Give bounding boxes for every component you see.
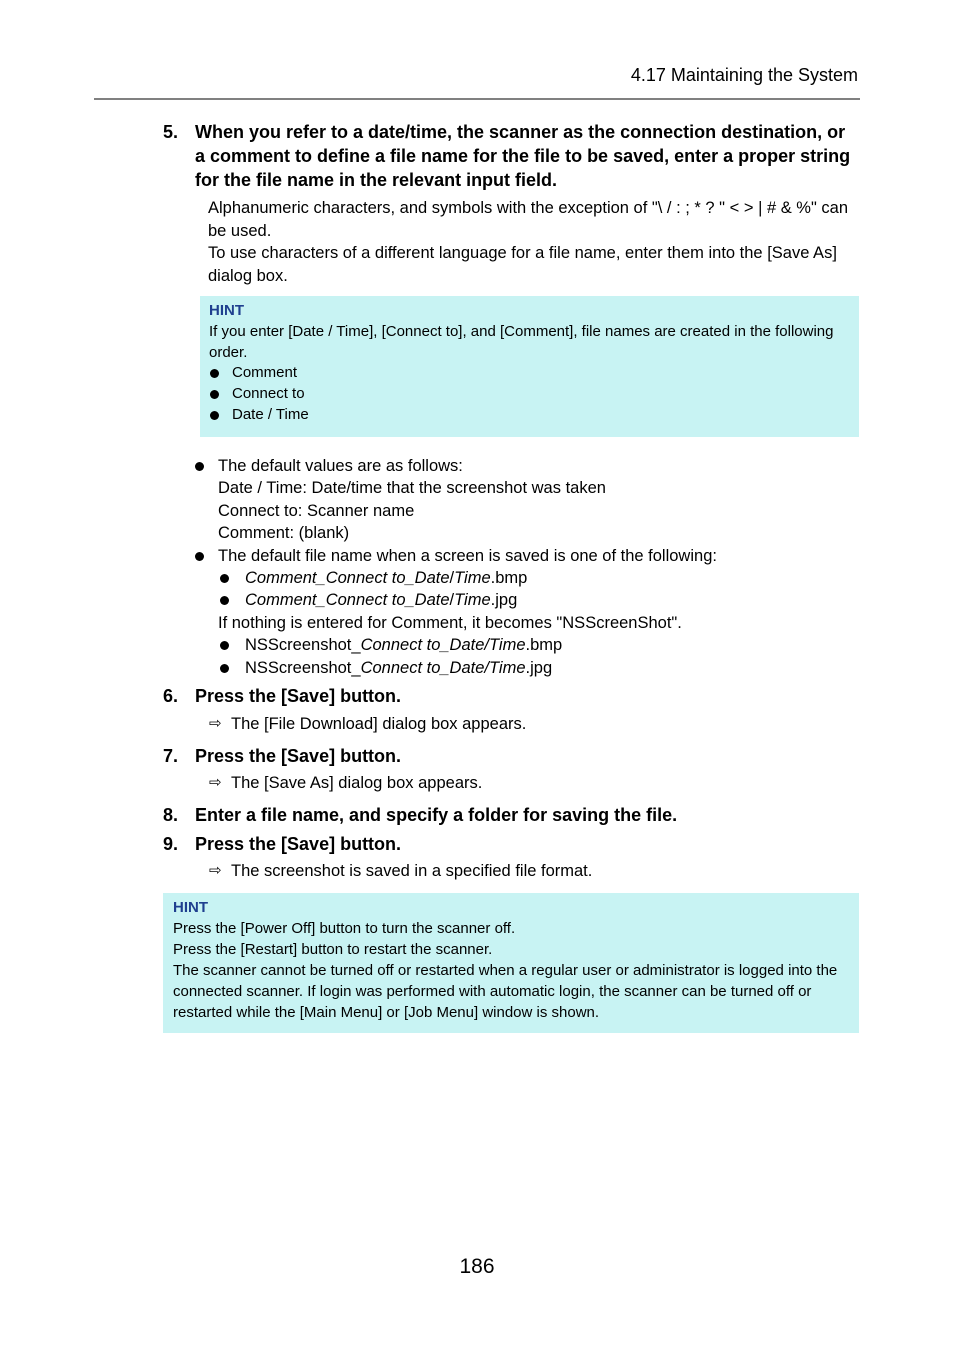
step-number: 5. — [163, 122, 179, 142]
step-text: Press the [Save] button. — [195, 746, 402, 766]
result-arrow-icon: ⇨ — [209, 774, 222, 791]
hint-line-restart: Press the [Restart] button to restart the scanner. — [173, 941, 493, 958]
filename-example-3: NSScreenshot_Connect to_Date/Time.bmp — [245, 636, 563, 654]
hint-list-item: Comment — [232, 364, 298, 381]
bullet-icon — [210, 390, 219, 399]
step-text: Press the [Save] button. — [195, 686, 402, 706]
bullet-icon — [195, 552, 204, 561]
step-text: When you refer to a date/time, the scanner as the connection destination, or a comment to define a file name for the file to be saved, enter a proper string for the file name in the relevant input field. — [195, 122, 851, 190]
step-7-result: The [Save As] dialog box appears. — [231, 774, 483, 792]
bullet-icon — [220, 596, 229, 605]
bullet-icon — [220, 641, 229, 650]
step-number: 8. — [163, 805, 179, 825]
step-number: 9. — [163, 834, 179, 854]
bullet-icon — [210, 411, 219, 420]
filename-intro: The default file name when a screen is saved is one of the following: — [218, 547, 717, 565]
hint-list-item: Date / Time — [232, 406, 309, 423]
bullet-icon — [210, 369, 219, 378]
step-number: 6. — [163, 686, 179, 706]
header-divider — [94, 98, 860, 100]
result-arrow-icon: ⇨ — [209, 862, 222, 879]
step-text: Enter a file name, and specify a folder for saving the file. — [195, 805, 678, 825]
hint-line-note: The scanner cannot be turned off or restarted when a regular user or administrator is logged into the connected scanner. If login was performed with automatic login, the scanner can be turned off or restarted while the [Main Menu] or [Job Menu] window is shown. — [173, 962, 838, 1021]
hint-line-power-off: Press the [Power Off] button to turn the scanner off. — [173, 920, 516, 937]
filename-example-2: Comment_Connect to_Date/Time.jpg — [245, 591, 518, 609]
result-arrow-icon: ⇨ — [209, 715, 222, 732]
defaults-intro: The default values are as follows: — [218, 457, 463, 475]
step-number: 7. — [163, 746, 179, 766]
bullet-icon — [195, 462, 204, 471]
nothing-entered-note: If nothing is entered for Comment, it becomes "NSScreenShot". — [218, 614, 682, 632]
default-date-time: Date / Time: Date/time that the screenshot was taken — [218, 479, 606, 497]
step-text: Press the [Save] button. — [195, 834, 402, 854]
default-connect-to: Connect to: Scanner name — [218, 502, 415, 520]
default-comment: Comment: (blank) — [218, 524, 350, 542]
bullet-icon — [220, 664, 229, 673]
filename-example-1: Comment_Connect to_Date/Time.bmp — [245, 569, 528, 587]
hint-list-item: Connect to — [232, 385, 305, 402]
step-5-para-1: Alphanumeric characters, and symbols with the exception of "\ / : ; * ? " < > | # & %" can be used. — [208, 199, 849, 240]
section-title: 4.17 Maintaining the System — [630, 65, 858, 85]
step-9-result: The screenshot is saved in a specified file format. — [231, 862, 593, 880]
bullet-icon — [220, 574, 229, 583]
page-number: 186 — [459, 1255, 495, 1278]
hint-label: HINT — [209, 302, 244, 319]
step-5-para-2: To use characters of a different language for a file name, enter them into the [Save As] dialog box. — [208, 244, 837, 285]
step-6-result: The [File Download] dialog box appears. — [231, 715, 527, 733]
filename-example-4: NSScreenshot_Connect to_Date/Time.jpg — [245, 659, 553, 677]
hint-text: If you enter [Date / Time], [Connect to], and [Comment], file names are created in the following order. — [209, 323, 834, 361]
hint-box-2 — [163, 893, 859, 1033]
hint-label: HINT — [173, 899, 208, 916]
hint-box-1 — [200, 296, 859, 437]
